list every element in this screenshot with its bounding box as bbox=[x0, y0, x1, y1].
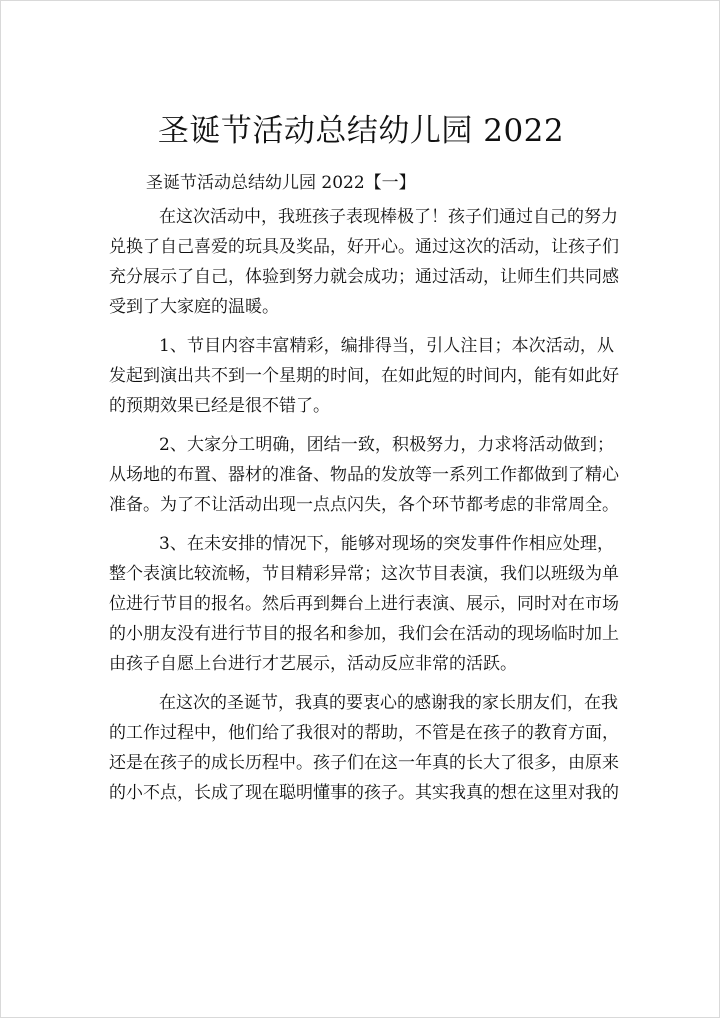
text-line: 2、大家分工明确，团结一致，积极努力，力求将活动做到； bbox=[159, 435, 614, 455]
text-line: 3、在未安排的情况下，能够对现场的突发事件作相应处理， bbox=[159, 534, 614, 554]
paragraph bbox=[109, 202, 619, 322]
text-line: 的小朋友没有进行节目的报名和参加，我们会在活动的现场临时加上 bbox=[109, 624, 619, 644]
document-title: 圣诞节活动总结幼儿园 2022 bbox=[157, 113, 565, 149]
text-line: 的工作过程中，他们给了我很对的帮助，不管是在孩子的教育方面， bbox=[109, 723, 619, 743]
text-line: 整个表演比较流畅，节目精彩异常；这次节目表演，我们以班级为单 bbox=[109, 564, 619, 584]
text-line: 位进行节目的报名。然后再到舞台上进行表演、展示，同时对在市场 bbox=[109, 594, 619, 614]
text-line: 1、节目内容丰富精彩，编排得当，引人注目；本次活动，从 bbox=[159, 336, 614, 356]
text-line: 兑换了自己喜爱的玩具及奖品，好开心。通过这次的活动，让孩子们 bbox=[109, 237, 619, 257]
text-line: 从场地的布置、器材的准备、物品的发放等一系列工作都做到了精心 bbox=[109, 465, 619, 485]
text-line: 还是在孩子的成长历程中。孩子们在这一年真的长大了很多，由原来 bbox=[109, 753, 619, 773]
text-line: 在这次的圣诞节，我真的要衷心的感谢我的家长朋友们，在我 bbox=[159, 693, 618, 713]
paragraph bbox=[109, 688, 619, 808]
text-line: 的预期效果已经是很不错了。 bbox=[109, 396, 330, 416]
paragraph bbox=[109, 430, 619, 520]
text-line: 受到了大家庭的温暖。 bbox=[109, 297, 279, 317]
text-line: 的小不点，长成了现在聪明懂事的孩子。其实我真的想在这里对我的 bbox=[109, 783, 619, 803]
text-line: 发起到演出共不到一个星期的时间，在如此短的时间内，能有如此好 bbox=[109, 366, 619, 386]
text-line: 充分展示了自己，体验到努力就会成功；通过活动，让师生们共同感 bbox=[109, 267, 619, 287]
paragraph bbox=[109, 331, 619, 421]
text-line: 准备。为了不让活动出现一点点闪失，各个环节都考虑的非常周全。 bbox=[109, 495, 619, 515]
paragraph bbox=[109, 529, 619, 679]
document-body bbox=[109, 202, 619, 817]
text-line: 由孩子自愿上台进行才艺展示，活动反应非常的活跃。 bbox=[109, 654, 517, 674]
text-line: 在这次活动中，我班孩子表现棒极了！孩子们通过自己的努力 bbox=[159, 207, 618, 227]
section-heading: 圣诞节活动总结幼儿园 2022【一】 bbox=[146, 173, 416, 193]
